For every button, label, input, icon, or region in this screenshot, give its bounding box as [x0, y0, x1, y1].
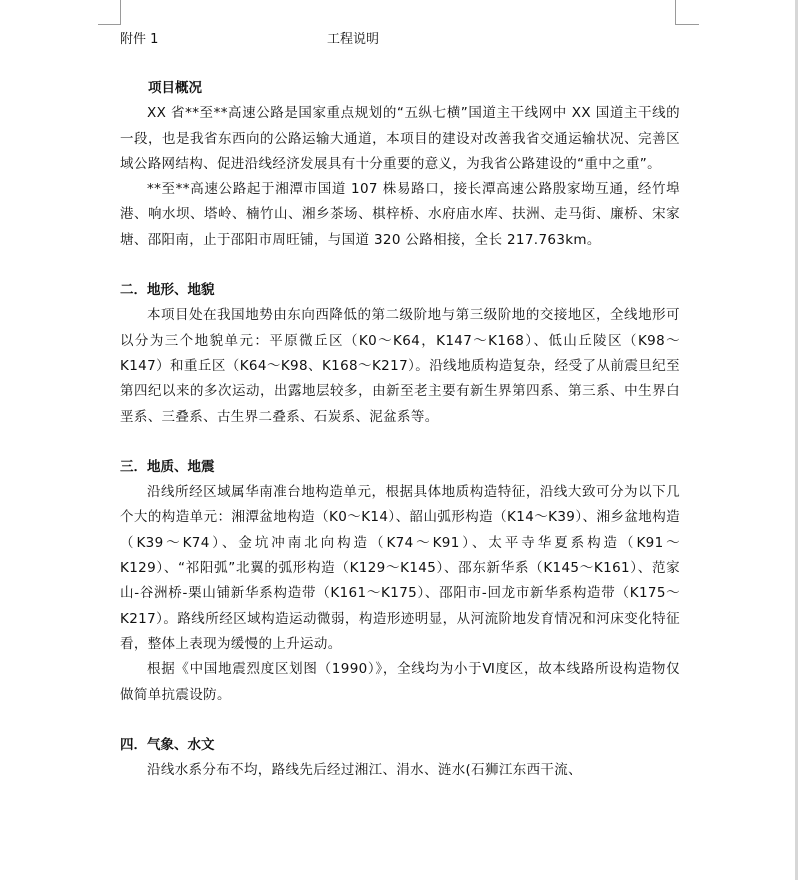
page-corner-mark-right-horizontal	[675, 24, 699, 25]
paragraph: 沿线所经区域属华南准台地构造单元，根据具体地质构造特征，沿线大致可分为以下几个大的构造单元：湘潭盆地构造（K0～K14）、韶山弧形构造（K14～K39）、湘乡盆地构造（K39～K74）、金坑冲南北向构造（K74～K91）、太平寺华夏系构造（K91～K129）、“祁阳弧”北翼的弧形构造（K129～K145）、邵东新华系（K145～K161）、范家山-谷洲桥-栗山铺新华系构造带（K161～K175）、邵阳市-回龙市新华系构造带（K175～K217）。路线所经区域构造运动微弱，构造形迹明显，从河流阶地发育情况和河床变化特征看，整体上表现为缓慢的上升运动。	[120, 484, 680, 652]
section-gap	[120, 253, 680, 278]
section-heading-geology: 三．地质、地震	[120, 458, 215, 475]
page-corner-mark-right-vertical	[675, 0, 676, 24]
section-gap	[120, 430, 680, 455]
attachment-label: 附件 1	[120, 32, 159, 47]
section-heading-overview: 项目概况	[148, 80, 202, 96]
section-heading-terrain: 二．地形、地貌	[120, 282, 215, 299]
paragraph: **至**高速公路起于湘潭市国道 107 株易路口，接长潭高速公路殷家坳互通，经竹埠港、响水坝、塔岭、楠竹山、湘乡茶场、棋梓桥、水府庙水库、扶洲、走马街、廉桥、宋家塘、邵阳南，止于邵阳市周旺铺，与国道 320 公路相接，全长 217.763km。	[120, 181, 680, 248]
section-gap	[120, 708, 680, 733]
paragraph: 本项目处在我国地势由东向西降低的第二级阶地与第三级阶地的交接地区，全线地形可以分为三个地貌单元：平原微丘区（K0～K64，K147～K168）、低山丘陵区（K98～K147）和重丘区（K64～K98、K168～K217）。沿线地质构造复杂，经受了从前震旦纪至第四纪以来的多次运动，出露地层较多，由新至老主要有新生界第四系、第三系、中生界白垩系、三叠系、古生界二叠系、石炭系、泥盆系等。	[120, 307, 680, 425]
document-body	[120, 76, 680, 783]
paragraph: 沿线水系分布不均，路线先后经过湘江、涓水、涟水(石狮江东西干流、	[147, 762, 582, 779]
page-title: 工程说明	[327, 32, 380, 47]
page-header	[120, 28, 680, 50]
paragraph: 根据《中国地震烈度区划图（1990）》，全线均为小于Ⅵ度区，故本线路所设构造物仅做简单抗震设防。	[120, 661, 680, 703]
paragraph: XX 省**至**高速公路是国家重点规划的“五纵七横”国道主干线网中 XX 国道主干线的一段，也是我省东西向的公路运输大通道，本项目的建设对改善我省交通运输状况、完善区域公路网结构、促进沿线经济发展具有十分重要的意义，为我省公路建设的“重中之重”。	[120, 105, 680, 172]
page-corner-mark-left-vertical	[120, 0, 121, 24]
page-corner-mark-left-horizontal	[98, 24, 121, 25]
section-heading-climate: 四．气象、水文	[120, 736, 215, 753]
